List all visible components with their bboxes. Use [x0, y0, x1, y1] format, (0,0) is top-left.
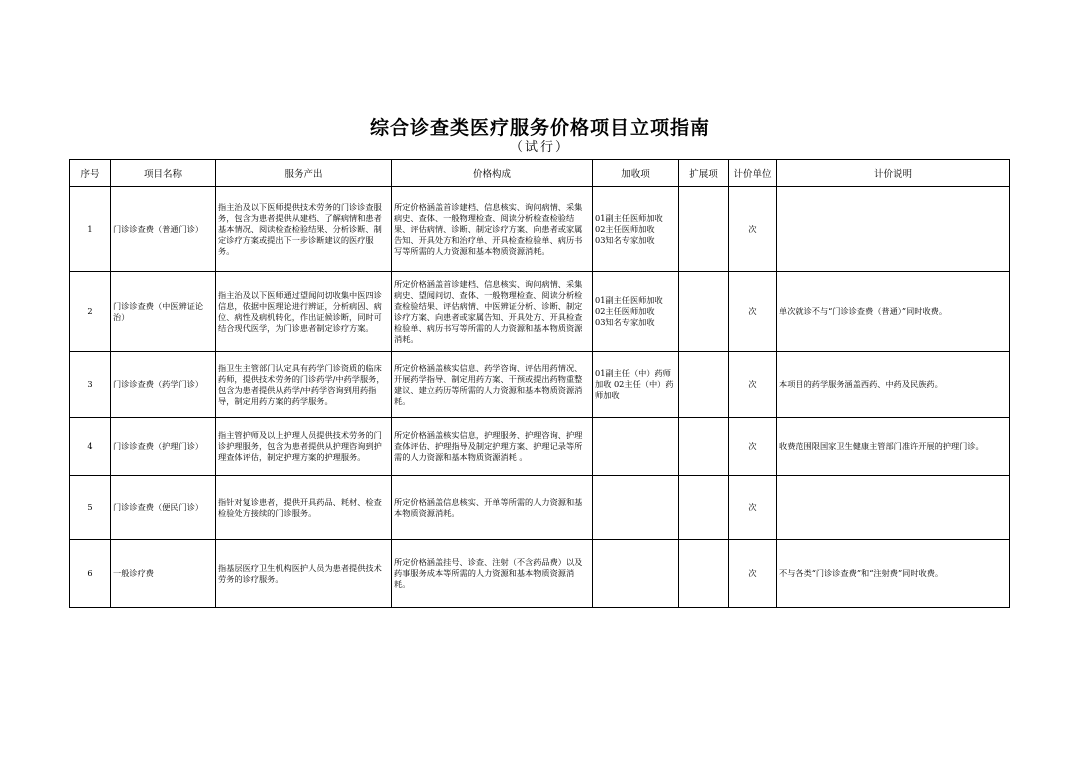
row-name: 门诊诊查费（药学门诊）	[111, 352, 216, 418]
table-row	[70, 187, 1010, 272]
row-no: 1	[70, 187, 111, 272]
table-row	[70, 540, 1010, 608]
header-addon: 加收项	[593, 160, 679, 187]
row-addon: 01副主任（中）药师加收 02主任（中）药师加收	[593, 352, 679, 418]
row-no: 4	[70, 418, 111, 476]
row-ext	[679, 540, 729, 608]
header-name: 项目名称	[111, 160, 216, 187]
row-price: 所定价格涵盖首诊建档、信息核实、询问病情、采集病史、查体、一般物理检查、阅读分析检查检验结果、评估病情、诊断、制定诊疗方案、向患者或家属告知、开具处方和治疗单、开具检查检验单、病历书写等所需的人力资源和基本物质资源消耗。	[392, 187, 593, 272]
row-name: 一般诊疗费	[111, 540, 216, 608]
document-subtitle: （试行）	[509, 140, 570, 155]
row-unit: 次	[729, 540, 777, 608]
header-note: 计价说明	[777, 160, 1010, 187]
row-note: 不与各类“门诊诊查费”和“注射费”同时收费。	[777, 540, 1010, 608]
header-output: 服务产出	[216, 160, 392, 187]
row-output: 指主治及以下医师通过望闻问切收集中医四诊信息，依据中医理论进行辨证，分析病因、病位、病性及病机转化，作出证候诊断，同时可结合现代医学，为门诊患者制定诊疗方案。	[216, 272, 392, 352]
row-output: 指卫生主管部门认定具有药学门诊资质的临床药师，提供技术劳务的门诊药学/中药学服务，包含为患者提供从药学/中药学咨询到用药指导，制定用药方案的药学服务。	[216, 352, 392, 418]
row-addon: 01副主任医师加收 02主任医师加收 03知名专家加收	[593, 187, 679, 272]
row-note	[777, 187, 1010, 272]
header-ext: 扩展项	[679, 160, 729, 187]
row-no: 2	[70, 272, 111, 352]
row-name: 门诊诊查费（中医辨证论治）	[111, 272, 216, 352]
row-note	[777, 476, 1010, 540]
row-addon: 01副主任医师加收 02主任医师加收 03知名专家加收	[593, 272, 679, 352]
row-output: 指基层医疗卫生机构医护人员为患者提供技术劳务的诊疗服务。	[216, 540, 392, 608]
row-output: 指主管护师及以上护理人员提供技术劳务的门诊护理服务，包含为患者提供从护理咨询到护理查体评估，制定护理方案的护理服务。	[216, 418, 392, 476]
document-title: 综合诊查类医疗服务价格项目立项指南	[369, 117, 710, 139]
row-output: 指针对复诊患者，提供开具药品、耗材、检查检验处方接续的门诊服务。	[216, 476, 392, 540]
row-unit: 次	[729, 418, 777, 476]
price-guide-table	[69, 159, 1010, 608]
row-note: 本项目的药学服务涵盖西药、中药及民族药。	[777, 352, 1010, 418]
row-no: 6	[70, 540, 111, 608]
row-no: 5	[70, 476, 111, 540]
row-price: 所定价格涵盖挂号、诊查、注射（不含药品费）以及药事服务成本等所需的人力资源和基本物质资源消耗。	[392, 540, 593, 608]
row-addon	[593, 418, 679, 476]
row-addon	[593, 476, 679, 540]
row-ext	[679, 272, 729, 352]
header-unit: 计价单位	[729, 160, 777, 187]
row-ext	[679, 418, 729, 476]
row-price: 所定价格涵盖信息核实、开单等所需的人力资源和基本物质资源消耗。	[392, 476, 593, 540]
row-name: 门诊诊查费（普通门诊）	[111, 187, 216, 272]
header-no: 序号	[70, 160, 111, 187]
row-name: 门诊诊查费（便民门诊）	[111, 476, 216, 540]
row-ext	[679, 476, 729, 540]
row-ext	[679, 187, 729, 272]
row-price: 所定价格涵盖首诊建档、信息核实、询问病情、采集病史、望闻问切、查体、一般物理检查、阅读分析检查检验结果、评估病情、中医辨证分析、诊断、制定诊疗方案、向患者或家属告知、开具处方、开具检查检验单、病历书写等所需的人力资源和基本物质资源消耗。	[392, 272, 593, 352]
table-row	[70, 476, 1010, 540]
row-note: 单次就诊不与“门诊诊查费（普通）”同时收费。	[777, 272, 1010, 352]
table-row	[70, 418, 1010, 476]
row-ext	[679, 352, 729, 418]
row-addon	[593, 540, 679, 608]
row-price: 所定价格涵盖核实信息，护理服务、护理咨询、护理查体评估、护理指导及制定护理方案、护理记录等所需的人力资源和基本物质资源消耗 。	[392, 418, 593, 476]
row-note: 收费范围限国家卫生健康主管部门准许开展的护理门诊。	[777, 418, 1010, 476]
row-name: 门诊诊查费（护理门诊）	[111, 418, 216, 476]
table-row	[70, 272, 1010, 352]
row-unit: 次	[729, 187, 777, 272]
table-row	[70, 352, 1010, 418]
row-unit: 次	[729, 272, 777, 352]
row-price: 所定价格涵盖核实信息、药学咨询、评估用药情况、开展药学指导、制定用药方案、干预或提出药物重整建议、建立药历等所需的人力资源和基本物质资源消耗。	[392, 352, 593, 418]
row-unit: 次	[729, 352, 777, 418]
header-price: 价格构成	[392, 160, 593, 187]
row-no: 3	[70, 352, 111, 418]
row-output: 指主治及以下医师提供技术劳务的门诊诊查服务，包含为患者提供从建档、了解病情和患者基本情况、阅读检查检验结果、分析诊断、制定诊疗方案或提出下一步诊断建议的医疗服务。	[216, 187, 392, 272]
row-unit: 次	[729, 476, 777, 540]
table-header-row	[70, 160, 1010, 187]
